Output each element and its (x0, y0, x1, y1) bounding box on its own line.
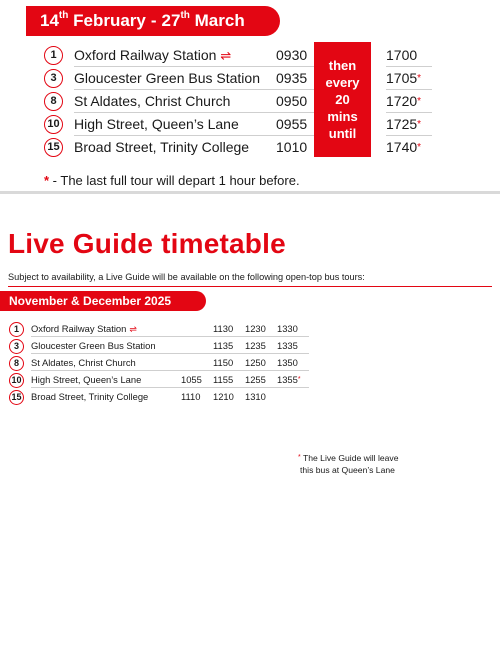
time-cell (181, 355, 213, 371)
stop-number: 1 (44, 46, 63, 65)
time-cell: 1250 (245, 355, 277, 371)
timetable-row (9, 389, 299, 406)
national-rail-icon: ⇌ (220, 48, 232, 63)
page-title: Live Guide timetable (8, 228, 286, 259)
first-departure: 0930 (276, 44, 314, 67)
stop-number: 3 (44, 69, 63, 88)
divider (0, 191, 500, 194)
time-cell: 1355* (277, 372, 309, 388)
stop-number: 15 (9, 390, 24, 405)
time-cell: 1235 (245, 338, 277, 354)
stop-number: 8 (9, 356, 24, 371)
timetable-row (9, 338, 299, 355)
last-departure: 1700 (386, 44, 432, 67)
time-cell: 1350 (277, 355, 309, 371)
stop-name: High Street, Queen’s Lane (31, 372, 181, 388)
stop-number: 3 (9, 339, 24, 354)
time-cell: 1150 (213, 355, 245, 371)
timetable-row (9, 321, 299, 338)
time-cell: 1135 (213, 338, 245, 354)
time-cell (181, 321, 213, 337)
live-guide-note: * The Live Guide will leave this bus at Queen’s Lane (298, 453, 399, 475)
time-cell (277, 389, 309, 405)
stop-number: 8 (44, 92, 63, 111)
stop-name: Oxford Railway Station ⇌ (74, 44, 306, 67)
national-rail-icon: ⇌ (129, 324, 137, 334)
stop-name: Gloucester Green Bus Station (31, 338, 181, 354)
time-cell (181, 338, 213, 354)
time-cell: 1255 (245, 372, 277, 388)
frequency-box: then every 20 mins until (314, 42, 371, 157)
period-header: November & December 2025 (0, 291, 206, 311)
stop-name: St Aldates, Christ Church (74, 90, 306, 113)
stop-name: High Street, Queen’s Lane (74, 113, 306, 136)
stop-name: Oxford Railway Station ⇌ (31, 321, 181, 337)
stop-number: 10 (44, 115, 63, 134)
subtitle: Subject to availability, a Live Guide will be available on the following open-top bus tours: (8, 272, 365, 282)
last-departure: 1705* (386, 67, 432, 90)
time-cell: 1155 (213, 372, 245, 388)
first-departure: 1010 (276, 139, 308, 155)
last-tour-note: * - The last full tour will depart 1 hour before. (44, 173, 300, 188)
stop-name: Broad Street, Trinity College (74, 139, 250, 155)
first-departure: 0955 (276, 113, 314, 136)
time-cell: 1210 (213, 391, 234, 402)
time-cell: 1310 (245, 391, 266, 402)
last-departure: 1740* (386, 139, 422, 155)
timetable-row (9, 355, 299, 372)
time-cell: 1335 (277, 338, 309, 354)
first-departure: 0950 (276, 90, 314, 113)
last-departure: 1720* (386, 90, 432, 113)
time-cell: 1110 (181, 391, 201, 402)
stop-number: 10 (9, 373, 24, 388)
stop-name: St Aldates, Christ Church (31, 355, 181, 371)
time-cell: 1130 (213, 321, 245, 337)
stop-number: 15 (44, 138, 63, 157)
stop-name: Broad Street, Trinity College (31, 391, 149, 402)
time-cell: 1055 (181, 372, 213, 388)
first-departure: 0935 (276, 67, 314, 90)
time-cell: 1330 (277, 321, 309, 337)
stop-name: Gloucester Green Bus Station (74, 67, 306, 90)
stop-number: 1 (9, 322, 24, 337)
standard-timetable-panel (0, 0, 500, 192)
divider (8, 286, 492, 287)
time-cell: 1230 (245, 321, 277, 337)
timetable-row (9, 372, 299, 389)
date-range-header: 14th February - 27th March (26, 6, 280, 36)
last-departure: 1725* (386, 113, 432, 136)
